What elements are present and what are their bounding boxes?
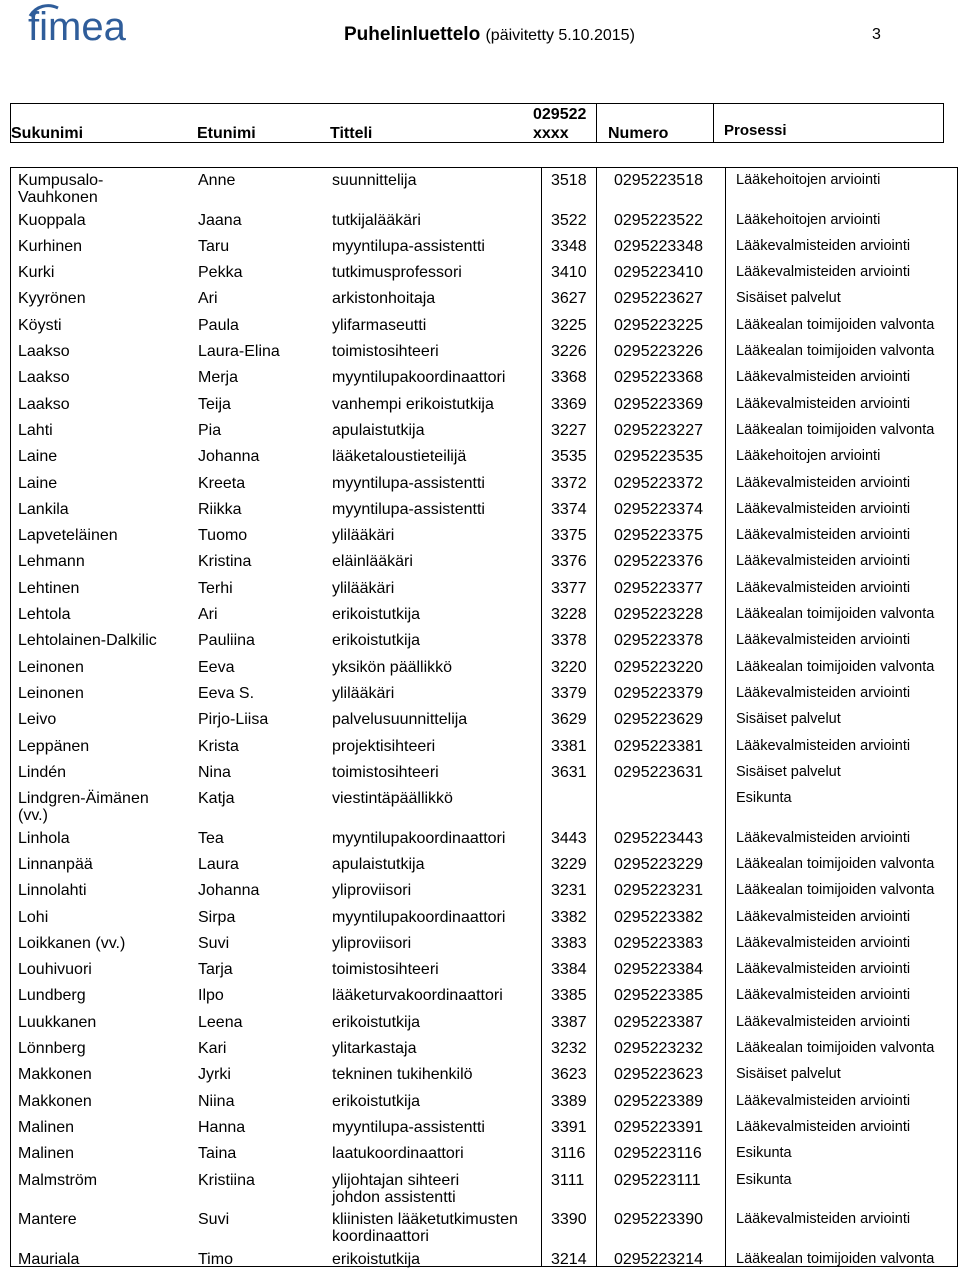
cell-ext: 3378 — [551, 632, 587, 650]
cell-titteli: ylitarkastaja — [332, 1040, 417, 1057]
cell-numero: 0295223391 — [614, 1118, 703, 1136]
cell-ext: 3518 — [551, 172, 587, 189]
cell-ext: 3376 — [551, 553, 587, 571]
phone-directory-table — [10, 167, 958, 1267]
cell-etunimi: Krista — [198, 737, 239, 755]
cell-titteli: ylifarmaseutti — [332, 316, 427, 334]
cell-prosessi: Lääkevalmisteiden arviointi — [736, 237, 911, 254]
cell-ext: 3229 — [551, 855, 587, 873]
cell-etunimi: Niina — [198, 1092, 235, 1110]
cell-numero: 0295223627 — [614, 290, 703, 308]
cell-titteli: erikoistutkija — [332, 606, 421, 623]
cell-sukunimi: Makkonen — [18, 1092, 92, 1110]
cell-ext: 3381 — [551, 737, 587, 755]
cell-prosessi: Lääkevalmisteiden arviointi — [736, 1013, 911, 1030]
cell-etunimi: Tea — [198, 829, 224, 847]
cell-numero: 0295223228 — [614, 606, 703, 623]
cell-etunimi: Kreeta — [198, 474, 246, 492]
cell-sukunimi: Lankila — [18, 500, 69, 518]
cell-ext: 3443 — [551, 829, 587, 847]
col-prosessi: Prosessi — [724, 122, 787, 139]
cell-etunimi: Tuomo — [198, 527, 248, 545]
cell-sukunimi: Leppänen — [18, 737, 90, 755]
cell-ext: 3377 — [551, 579, 587, 597]
cell-prosessi: Lääkevalmisteiden arviointi — [736, 829, 911, 846]
cell-ext: 3374 — [551, 500, 587, 518]
cell-prosessi: Lääkehoitojen arviointi — [736, 172, 881, 188]
cell-etunimi: Pekka — [198, 264, 243, 282]
cell-etunimi: Kristina — [198, 553, 252, 571]
cell-titteli: myyntilupa-assistentti — [332, 500, 485, 518]
cell-sukunimi: Lehtolainen-Dalkilic — [18, 632, 157, 650]
cell-numero: 0295223383 — [614, 934, 703, 952]
cell-etunimi: Kristiina — [198, 1171, 255, 1189]
cell-sukunimi: Loikkanen (vv.) — [18, 934, 126, 952]
cell-titteli: suunnittelija — [332, 172, 417, 189]
cell-sukunimi: Leivo — [18, 711, 57, 729]
cell-etunimi: Eeva S. — [198, 684, 255, 702]
cell-ext: 3535 — [551, 448, 587, 466]
cell-ext: 3116 — [551, 1145, 586, 1163]
cell-sukunimi: Malinen — [18, 1118, 75, 1136]
cell-sukunimi: Leinonen — [18, 658, 84, 676]
cell-titteli: ylilääkäri — [332, 684, 395, 702]
cell-ext: 3225 — [551, 316, 587, 334]
cell-sukunimi: Vauhkonen — [18, 189, 98, 206]
cell-titteli: yliproviisori — [332, 882, 412, 900]
cell-etunimi: Johanna — [198, 448, 260, 466]
cell-prosessi: Lääkevalmisteiden arviointi — [736, 987, 911, 1004]
cell-sukunimi: Makkonen — [18, 1066, 92, 1084]
cell-titteli: viestintäpäällikkö — [332, 790, 453, 808]
cell-sukunimi: Lahti — [18, 421, 53, 439]
cell-titteli: tutkijalääkäri — [332, 211, 421, 229]
cell-etunimi: Riikka — [198, 500, 242, 518]
cell-numero: 0295223535 — [614, 448, 703, 466]
cell-titteli: toimistosihteeri — [332, 961, 439, 979]
cell-ext: 3227 — [551, 421, 587, 439]
cell-etunimi: Ilpo — [198, 987, 224, 1005]
cell-numero: 0295223227 — [614, 421, 703, 439]
cell-titteli: toimistosihteeri — [332, 343, 439, 360]
cell-prosessi: Lääkevalmisteiden arviointi — [736, 369, 911, 386]
cell-sukunimi: Laine — [18, 448, 58, 466]
cell-prosessi: Lääkealan toimijoiden valvonta — [736, 1250, 935, 1267]
cell-prosessi: Lääkevalmisteiden arviointi — [736, 908, 911, 925]
cell-sukunimi: Lehtinen — [18, 579, 80, 597]
cell-titteli: yksikön päällikkö — [332, 658, 453, 676]
cell-titteli: arkistonhoitaja — [332, 290, 436, 308]
cell-etunimi: Pauliina — [198, 632, 255, 650]
cell-prosessi: Lääkevalmisteiden arviointi — [736, 553, 911, 570]
cell-prosessi: Lääkevalmisteiden arviointi — [736, 395, 911, 412]
cell-ext: 3389 — [551, 1092, 587, 1110]
cell-prosessi: Lääkevalmisteiden arviointi — [736, 961, 911, 978]
cell-titteli: myyntilupa-assistentti — [332, 474, 485, 492]
cell-ext: 3631 — [551, 763, 587, 781]
cell-sukunimi: Laakso — [18, 343, 70, 360]
cell-sukunimi: Linhola — [18, 829, 70, 847]
cell-numero: 0295223382 — [614, 908, 703, 926]
cell-prosessi: Lääkevalmisteiden arviointi — [736, 632, 911, 649]
cell-numero: 0295223384 — [614, 961, 703, 979]
cell-titteli: erikoistutkija — [332, 632, 421, 650]
cell-titteli: laatukoordinaattori — [332, 1145, 464, 1163]
cell-sukunimi: Mantere — [18, 1211, 77, 1228]
cell-ext: 3220 — [551, 658, 587, 676]
cell-etunimi: Jaana — [198, 211, 242, 229]
cell-numero: 0295223443 — [614, 829, 703, 847]
cell-titteli: myyntilupakoordinaattori — [332, 369, 506, 387]
cell-ext: 3629 — [551, 711, 587, 729]
cell-etunimi: Teija — [198, 395, 231, 413]
updated-date: (päivitetty 5.10.2015) — [485, 27, 635, 44]
cell-etunimi: Suvi — [198, 1211, 230, 1228]
cell-ext: 3379 — [551, 684, 587, 702]
cell-prosessi: Lääkevalmisteiden arviointi — [736, 474, 911, 491]
cell-sukunimi: Linnanpää — [18, 855, 93, 873]
cell-ext: 3387 — [551, 1013, 587, 1031]
cell-ext: 3375 — [551, 527, 587, 545]
cell-numero: 0295223522 — [614, 211, 703, 229]
cell-ext: 3111 — [551, 1171, 585, 1189]
cell-ext: 3385 — [551, 987, 587, 1005]
cell-sukunimi: Kyyrönen — [18, 290, 86, 308]
cell-numero: 0295223111 — [614, 1171, 701, 1189]
cell-etunimi: Ari — [198, 606, 218, 623]
col-titteli: Titteli — [330, 125, 373, 142]
cell-prosessi: Lääkealan toimijoiden valvonta — [736, 658, 935, 675]
cell-etunimi: Pirjo-Liisa — [198, 711, 269, 729]
cell-sukunimi: Lehtola — [18, 606, 71, 623]
cell-prosessi: Lääkealan toimijoiden valvonta — [736, 882, 935, 899]
cell-numero: 0295223410 — [614, 264, 703, 282]
fimea-logo — [28, 2, 150, 48]
cell-etunimi: Laura-Elina — [198, 343, 280, 360]
document-title — [344, 24, 635, 46]
cell-numero: 0295223376 — [614, 553, 703, 571]
cell-prosessi: Lääkealan toimijoiden valvonta — [736, 343, 935, 359]
cell-prosessi: Sisäiset palvelut — [736, 1066, 841, 1083]
cell-etunimi: Merja — [198, 369, 239, 387]
cell-titteli: palvelusuunnittelija — [332, 711, 468, 729]
cell-titteli: apulaistutkija — [332, 855, 425, 873]
cell-prosessi: Esikunta — [736, 1145, 792, 1162]
cell-etunimi: Timo — [198, 1250, 233, 1268]
cell-numero: 0295223378 — [614, 632, 703, 650]
cell-ext: 3382 — [551, 908, 587, 926]
cell-sukunimi: Luukkanen — [18, 1013, 97, 1031]
cell-numero: 0295223631 — [614, 763, 703, 781]
cell-prosessi: Lääkealan toimijoiden valvonta — [736, 421, 935, 438]
cell-ext: 3522 — [551, 211, 587, 229]
logo-text: fimea — [28, 5, 126, 48]
cell-etunimi: Eeva — [198, 658, 235, 676]
cell-prosessi: Lääkevalmisteiden arviointi — [736, 500, 911, 517]
cell-numero: 0295223379 — [614, 684, 703, 702]
cell-ext: 3410 — [551, 264, 587, 282]
cell-prosessi: Lääkealan toimijoiden valvonta — [736, 316, 935, 333]
col-numero: Numero — [608, 125, 669, 142]
cell-prosessi: Lääkevalmisteiden arviointi — [736, 934, 911, 951]
cell-prosessi: Sisäiset palvelut — [736, 711, 841, 728]
cell-sukunimi: Laakso — [18, 395, 70, 413]
cell-numero: 0295223369 — [614, 395, 703, 413]
cell-sukunimi: Lundberg — [18, 987, 86, 1005]
cell-numero: 0295223231 — [614, 882, 703, 900]
cell-numero: 0295223389 — [614, 1092, 703, 1110]
cell-titteli: erikoistutkija — [332, 1092, 421, 1110]
cell-ext: 3228 — [551, 606, 587, 623]
col-sukunimi: Sukunimi — [11, 125, 84, 142]
cell-etunimi: Katja — [198, 790, 235, 808]
cell-prosessi: Lääkevalmisteiden arviointi — [736, 264, 911, 281]
cell-prosessi: Lääkealan toimijoiden valvonta — [736, 1040, 935, 1056]
cell-sukunimi: Kurhinen — [18, 237, 83, 255]
cell-prosessi: Lääkevalmisteiden arviointi — [736, 1092, 911, 1109]
cell-titteli: myyntilupa-assistentti — [332, 237, 485, 255]
cell-prosessi: Lääkevalmisteiden arviointi — [736, 737, 911, 754]
col-ext-line1: 029522 — [533, 106, 587, 123]
cell-prosessi: Lääkealan toimijoiden valvonta — [736, 855, 935, 872]
cell-sukunimi: Lapveteläinen — [18, 527, 118, 545]
cell-ext: 3627 — [551, 290, 587, 308]
cell-titteli: ylijohtajan sihteeri — [332, 1171, 460, 1189]
cell-sukunimi: Malmström — [18, 1171, 98, 1189]
cell-etunimi: Pia — [198, 421, 222, 439]
cell-prosessi: Lääkevalmisteiden arviointi — [736, 684, 911, 701]
cell-ext: 3391 — [551, 1118, 587, 1136]
cell-etunimi: Taru — [198, 237, 230, 255]
cell-titteli: myyntilupakoordinaattori — [332, 908, 506, 926]
cell-prosessi: Esikunta — [736, 790, 792, 807]
cell-sukunimi: Lehmann — [18, 553, 85, 571]
cell-sukunimi: Laine — [18, 474, 58, 492]
cell-ext: 3226 — [551, 343, 587, 360]
cell-etunimi: Taina — [198, 1145, 237, 1163]
page-number: 3 — [872, 26, 881, 43]
cell-prosessi: Esikunta — [736, 1171, 792, 1188]
cell-ext: 3368 — [551, 369, 587, 387]
col-etunimi: Etunimi — [197, 125, 256, 142]
cell-titteli: myyntilupakoordinaattori — [332, 829, 506, 847]
cell-prosessi: Lääkehoitojen arviointi — [736, 448, 881, 465]
cell-numero: 0295223385 — [614, 987, 703, 1005]
cell-ext: 3384 — [551, 961, 587, 979]
cell-numero: 0295223387 — [614, 1013, 703, 1031]
cell-etunimi: Anne — [198, 172, 236, 189]
cell-sukunimi: Malinen — [18, 1145, 75, 1163]
cell-ext: 3623 — [551, 1066, 587, 1084]
cell-sukunimi: Lönnberg — [18, 1040, 86, 1057]
cell-prosessi: Sisäiset palvelut — [736, 290, 841, 307]
cell-sukunimi: Köysti — [18, 316, 62, 334]
cell-titteli: yliproviisori — [332, 934, 412, 952]
cell-sukunimi: Lohi — [18, 908, 49, 926]
cell-numero: 0295223225 — [614, 316, 703, 334]
cell-numero: 0295223375 — [614, 527, 703, 545]
cell-numero: 0295223390 — [614, 1211, 703, 1228]
cell-ext: 3214 — [551, 1250, 587, 1268]
cell-prosessi: Lääkealan toimijoiden valvonta — [736, 606, 935, 622]
cell-ext: 3348 — [551, 237, 587, 255]
cell-numero: 0295223226 — [614, 343, 703, 360]
cell-sukunimi: Laakso — [18, 369, 70, 387]
cell-sukunimi: Kumpusalo- — [18, 172, 104, 189]
cell-sukunimi: Linnolahti — [18, 882, 87, 900]
cell-ext: 3369 — [551, 395, 587, 413]
cell-prosessi: Sisäiset palvelut — [736, 763, 841, 780]
cell-sukunimi: (vv.) — [18, 807, 48, 825]
cell-etunimi: Ari — [198, 290, 218, 308]
cell-titteli: tekninen tukihenkilö — [332, 1066, 473, 1084]
cell-titteli: apulaistutkija — [332, 421, 425, 439]
cell-numero: 0295223518 — [614, 172, 703, 189]
cell-prosessi: Lääkevalmisteiden arviointi — [736, 579, 911, 596]
cell-numero: 0295223374 — [614, 500, 703, 518]
cell-titteli: johdon assistentti — [332, 1188, 456, 1206]
cell-etunimi: Paula — [198, 316, 239, 334]
cell-etunimi: Suvi — [198, 934, 230, 952]
cell-numero: 0295223220 — [614, 658, 703, 676]
cell-titteli: koordinaattori — [332, 1228, 429, 1245]
cell-etunimi: Kari — [198, 1040, 227, 1057]
cell-etunimi: Jyrki — [198, 1066, 231, 1084]
cell-sukunimi: Leinonen — [18, 684, 84, 702]
cell-numero: 0295223372 — [614, 474, 703, 492]
cell-numero: 0295223232 — [614, 1040, 703, 1057]
cell-etunimi: Tarja — [198, 961, 233, 979]
cell-ext: 3383 — [551, 934, 587, 952]
cell-titteli: toimistosihteeri — [332, 763, 439, 781]
cell-titteli: lääketaloustieteilijä — [332, 448, 467, 466]
cell-numero: 0295223377 — [614, 579, 703, 597]
cell-sukunimi: Lindén — [18, 763, 67, 781]
cell-titteli: myyntilupa-assistentti — [332, 1118, 485, 1136]
cell-etunimi: Leena — [198, 1013, 243, 1031]
cell-sukunimi: Mauriala — [18, 1250, 80, 1268]
cell-titteli: erikoistutkija — [332, 1250, 421, 1268]
cell-numero: 0295223229 — [614, 855, 703, 873]
cell-prosessi: Lääkehoitojen arviointi — [736, 211, 881, 228]
cell-titteli: tutkimusprofessori — [332, 264, 462, 282]
cell-titteli: eläinlääkäri — [332, 553, 413, 571]
cell-titteli: ylilääkäri — [332, 579, 395, 597]
cell-prosessi: Lääkevalmisteiden arviointi — [736, 527, 911, 544]
cell-prosessi: Lääkevalmisteiden arviointi — [736, 1211, 911, 1227]
cell-etunimi: Terhi — [198, 579, 233, 597]
cell-etunimi: Nina — [198, 763, 231, 781]
cell-numero: 0295223381 — [614, 737, 703, 755]
cell-numero: 0295223368 — [614, 369, 703, 387]
cell-numero: 0295223629 — [614, 711, 703, 729]
cell-numero: 0295223623 — [614, 1066, 703, 1084]
cell-prosessi: Lääkevalmisteiden arviointi — [736, 1118, 911, 1135]
cell-titteli: kliinisten lääketutkimusten — [332, 1211, 518, 1228]
cell-titteli: vanhempi erikoistutkija — [332, 395, 494, 413]
cell-titteli: projektisihteeri — [332, 737, 436, 755]
cell-numero: 0295223116 — [614, 1145, 702, 1163]
cell-ext: 3231 — [551, 882, 587, 900]
col-ext-line2: xxxx — [533, 125, 569, 142]
cell-sukunimi: Kuoppala — [18, 211, 86, 229]
cell-titteli: lääketurvakoordinaattori — [332, 987, 503, 1005]
cell-sukunimi: Lindgren-Äimänen — [18, 790, 149, 808]
cell-etunimi: Johanna — [198, 882, 260, 900]
cell-ext: 3372 — [551, 474, 587, 492]
cell-etunimi: Sirpa — [198, 908, 236, 926]
cell-sukunimi: Louhivuori — [18, 961, 92, 979]
cell-sukunimi: Kurki — [18, 264, 55, 282]
cell-ext: 3232 — [551, 1040, 587, 1057]
cell-titteli: erikoistutkija — [332, 1013, 421, 1031]
cell-etunimi: Hanna — [198, 1118, 246, 1136]
cell-numero: 0295223348 — [614, 237, 703, 255]
title-text: Puhelinluettelo — [344, 24, 481, 45]
column-header — [10, 103, 944, 143]
cell-numero: 0295223214 — [614, 1250, 703, 1268]
cell-etunimi: Laura — [198, 855, 239, 873]
cell-ext: 3390 — [551, 1211, 587, 1228]
cell-titteli: ylilääkäri — [332, 527, 395, 545]
